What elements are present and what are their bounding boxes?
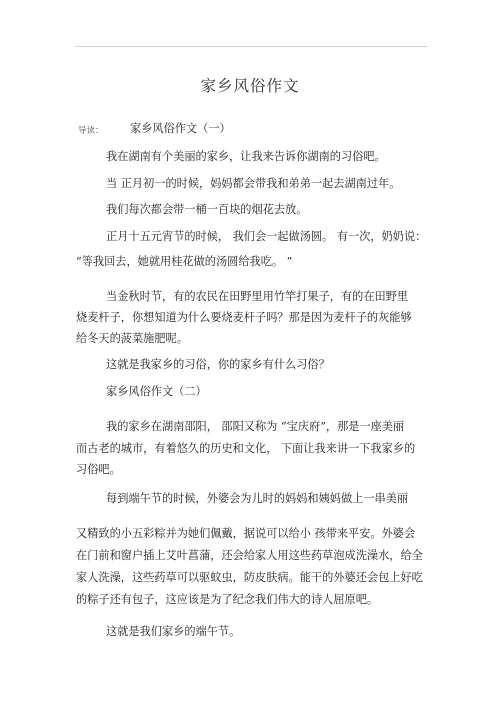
paragraph-line: 当 正月初一的时候，妈妈都会带我和弟弟一起去湖南过年。 (106, 177, 401, 190)
page-title: 家乡风俗作文 (200, 77, 300, 95)
paragraph-line: 当金秋时节，有的农民在田野里用竹竿打果子，有的在田野里 (106, 290, 409, 303)
paragraph-line: 我的家乡在湖南邵阳， 邵阳又称为 “宝庆府”，那是一座美丽 (106, 420, 405, 433)
paragraph-line: 习俗吧。 (76, 463, 121, 476)
paragraph-line: 每到端午节的时候，外婆会为儿时的妈妈和姨妈做上一串美丽 (106, 492, 409, 505)
paragraph-line: 这就是我家乡的习俗，你的家乡有什么习俗？ (106, 358, 330, 371)
paragraph-line: 而古老的城市，有着悠久的历史和文化， 下面让我来讲一下我家乡的 (76, 442, 416, 455)
section-heading-1: 家乡风俗作文（一） (130, 122, 231, 135)
paragraph-line: “等我回去，她就用桂花做的汤圆给我吃。 ” (76, 255, 293, 268)
paragraph-line: 我们每次都会带一桶一百块的烟花去放。 (106, 203, 308, 216)
paragraph-line: 给冬天的菠菜施肥呢。 (76, 332, 188, 345)
guide-label: 导读： (78, 126, 104, 136)
paragraph-line: 在门前和窗户插上艾叶菖蒲，还会给家人用这些药草泡成洗澡水，给全 (76, 549, 423, 562)
paragraph-line: 正月十五元宵节的时候， 我们会一起做汤圆。 有一次，奶奶说： (106, 230, 427, 243)
paragraph-line: 这就是我们家乡的端午节。 (106, 625, 241, 638)
section-heading-2: 家乡风俗作文（二） (106, 385, 207, 398)
paragraph-line: 我在湖南有个美丽的家乡，让我来告诉你湖南的习俗吧。 (106, 150, 386, 163)
paragraph-line: 的粽子还有包子，这应该是为了纪念我们伟大的诗人屈原吧。 (76, 593, 379, 606)
paragraph-line: 家人洗澡，这些药草可以驱蚊虫，防皮肤病。能干的外婆还会包上好吃 (76, 571, 423, 584)
paragraph-line: 烧麦杆子，你想知道为什么要烧麦杆子吗？那是因为麦杆子的灰能够 (76, 311, 412, 324)
paragraph-line: 又精致的小五彩粽并为她们佩戴，据说可以给小 孩带来平安。外婆会 (76, 527, 416, 540)
header-rule (75, 46, 427, 47)
